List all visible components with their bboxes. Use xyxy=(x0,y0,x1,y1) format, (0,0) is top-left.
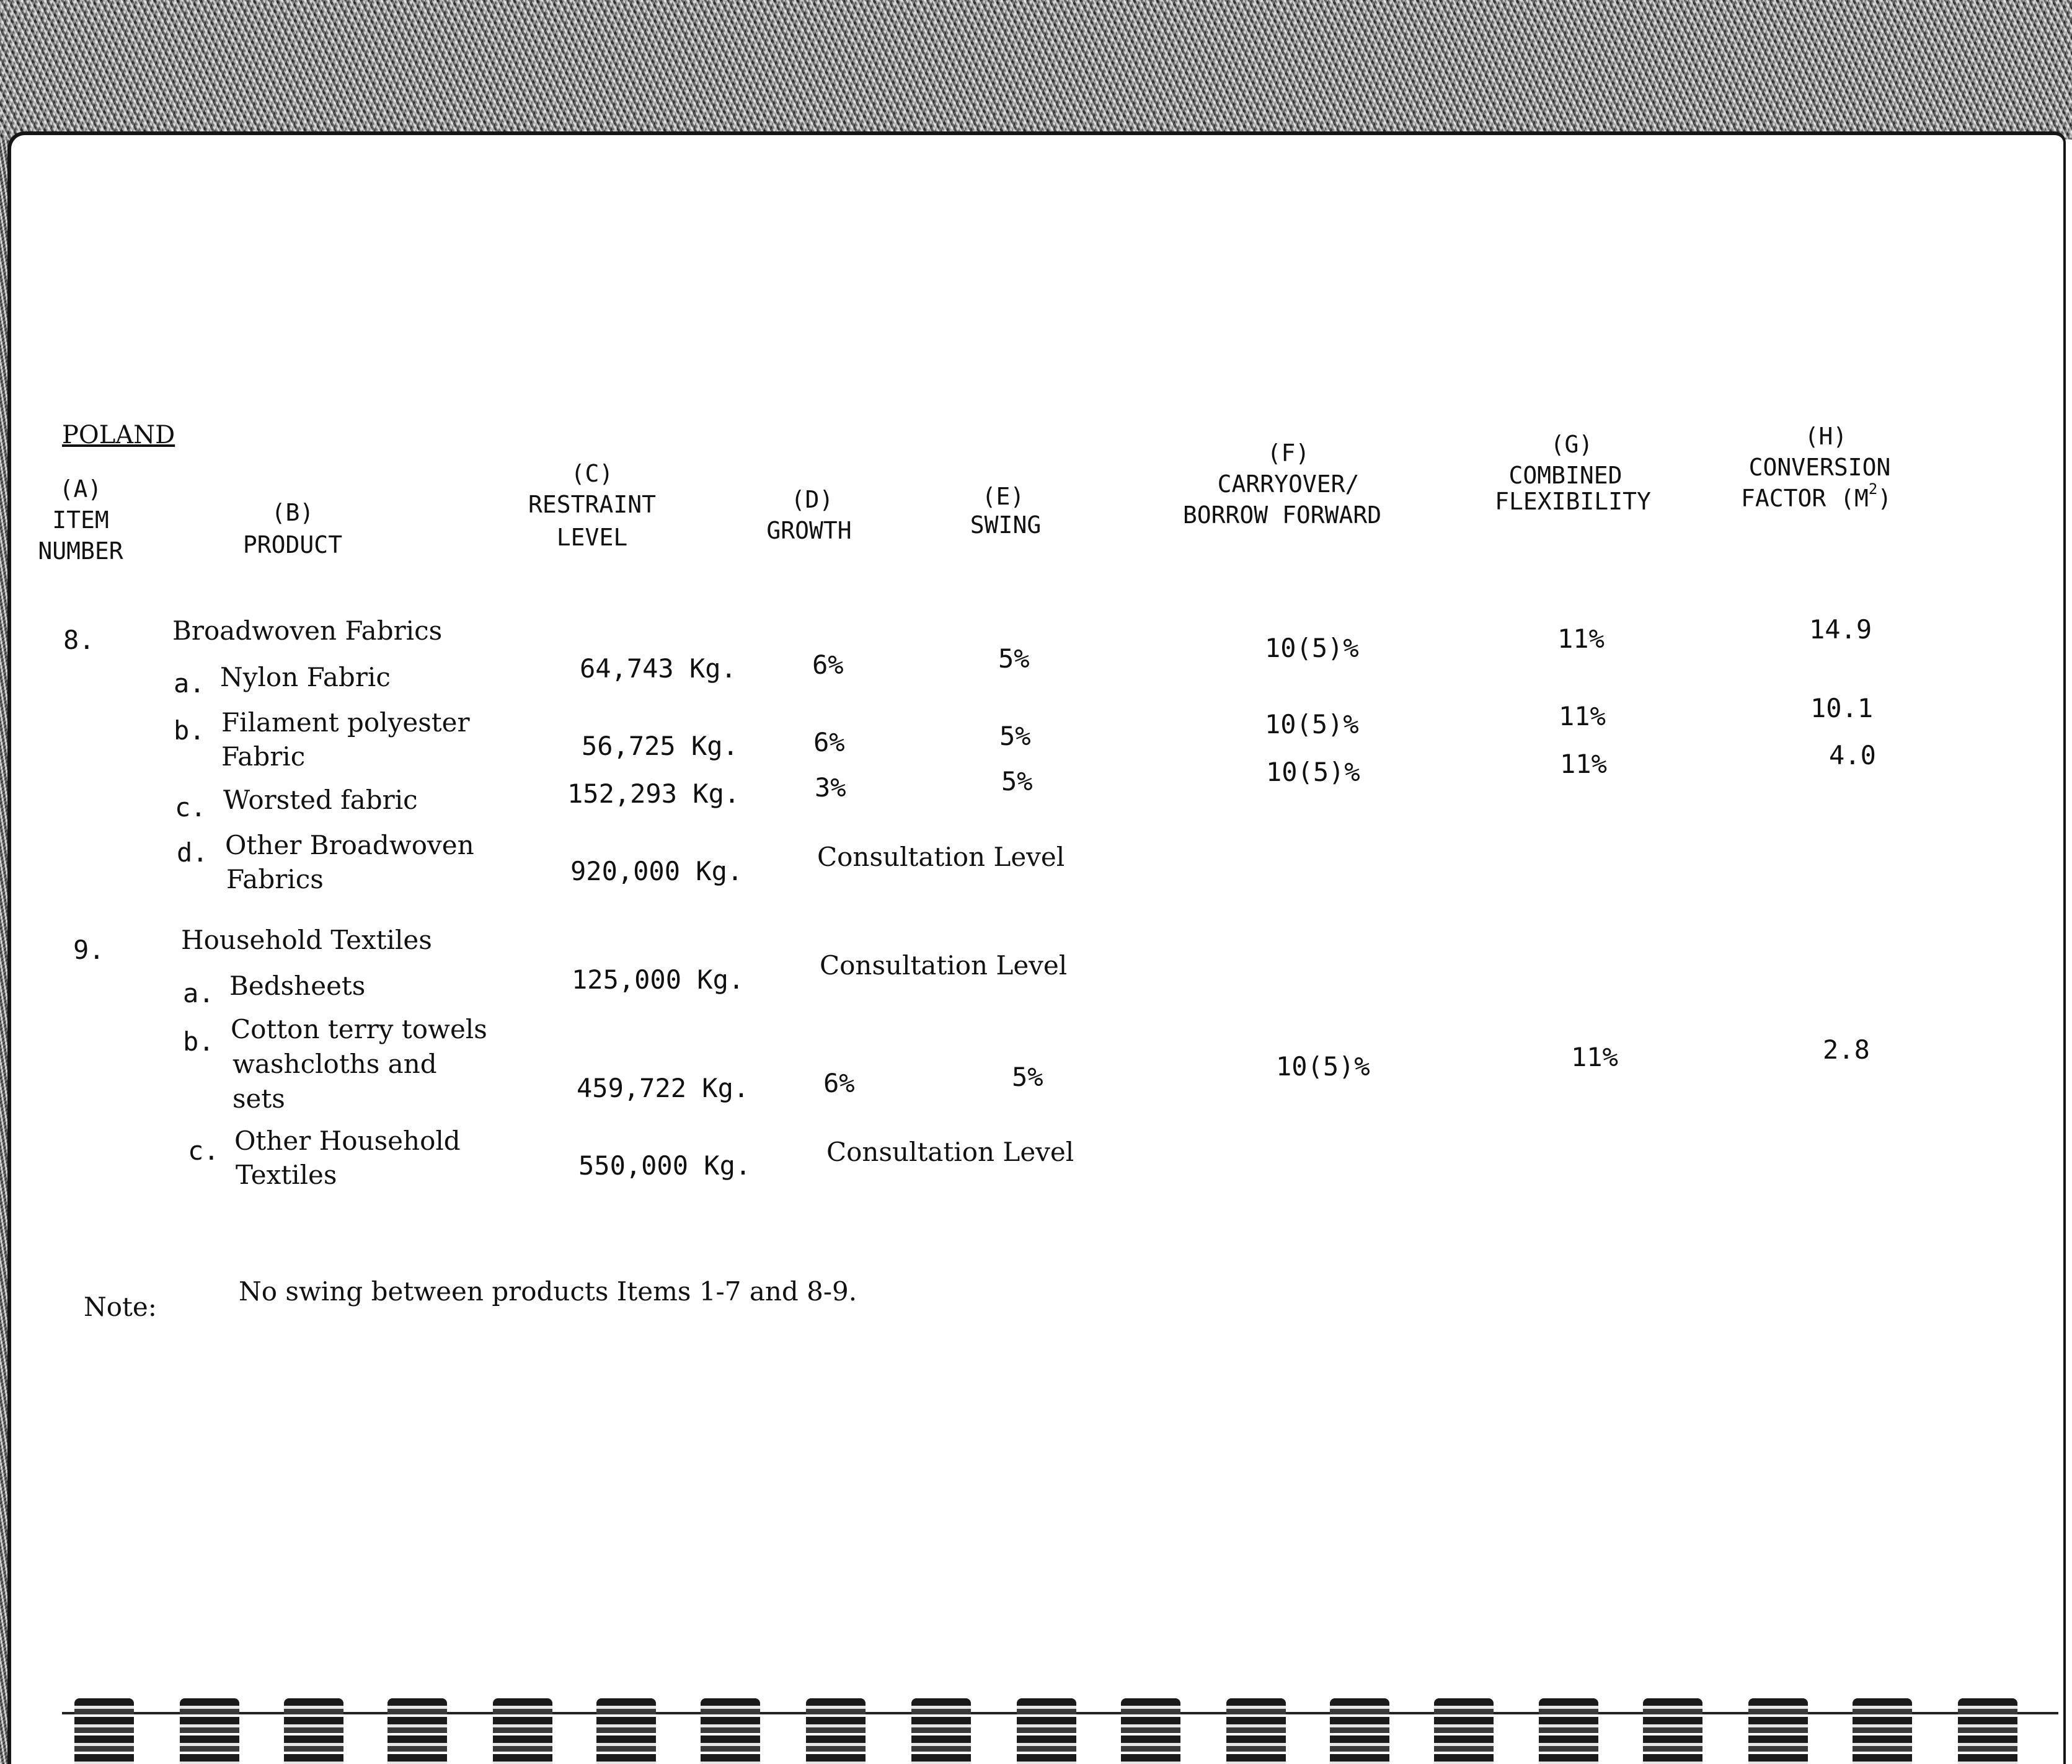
product-name: Worsted fabric xyxy=(223,785,418,815)
group-title: Household Textiles xyxy=(181,925,432,955)
swing-value: 5% xyxy=(998,643,1030,674)
flexibility-value: 11% xyxy=(1571,1042,1618,1072)
product-name: Nylon Fabric xyxy=(220,662,391,692)
product-name-continued: Fabrics xyxy=(226,864,324,894)
product-name: Bedsheets xyxy=(229,971,366,1001)
restraint-level: 459,722 Kg. xyxy=(577,1073,750,1103)
restraint-level: 56,725 Kg. xyxy=(582,731,738,761)
item-letter: a. xyxy=(183,978,215,1008)
flexibility-value: 11% xyxy=(1559,701,1606,731)
restraint-level: 152,293 Kg. xyxy=(567,778,740,809)
product-name-continued: Textiles xyxy=(236,1160,337,1190)
swing-value: 5% xyxy=(1012,1062,1043,1092)
item-letter: b. xyxy=(183,1026,215,1057)
restraint-level: 550,000 Kg. xyxy=(578,1150,751,1181)
product-name-continued: sets xyxy=(232,1083,285,1114)
flexibility-value: 11% xyxy=(1560,749,1607,779)
conversion-factor: 2.8 xyxy=(1823,1034,1870,1065)
product-name: Other Broadwoven xyxy=(225,830,474,860)
carryover-value: 10(5)% xyxy=(1266,757,1360,787)
conversion-factor: 4.0 xyxy=(1829,740,1876,770)
item-number: 9. xyxy=(73,935,105,965)
restraint-level: 64,743 Kg. xyxy=(580,653,737,684)
item-letter: a. xyxy=(174,668,205,699)
item-letter: c. xyxy=(188,1136,219,1166)
note-label: Note: xyxy=(84,1292,157,1322)
growth-value: 6% xyxy=(813,727,845,757)
item-letter: b. xyxy=(174,715,205,746)
consultation-level-label: Consultation Level xyxy=(817,842,1065,872)
consultation-level-label: Consultation Level xyxy=(826,1137,1074,1167)
swing-value: 5% xyxy=(999,721,1031,751)
restraint-level: 920,000 Kg. xyxy=(570,856,743,886)
carryover-value: 10(5)% xyxy=(1265,633,1359,663)
flexibility-value: 11% xyxy=(1557,624,1605,654)
product-name-continued: Fabric xyxy=(221,741,306,772)
growth-value: 6% xyxy=(812,650,844,680)
note-text: No swing between products Items 1-7 and 8-9. xyxy=(239,1276,857,1307)
restraint-level: 125,000 Kg. xyxy=(572,964,745,995)
swing-value: 5% xyxy=(1001,766,1033,796)
conversion-factor: 10.1 xyxy=(1810,693,1874,723)
conversion-factor: 14.9 xyxy=(1809,614,1872,645)
product-name-continued: washcloths and xyxy=(232,1049,437,1079)
scanned-background-top xyxy=(0,0,2072,139)
country-heading: POLAND xyxy=(62,421,175,449)
item-number: 8. xyxy=(63,625,95,655)
carryover-value: 10(5)% xyxy=(1276,1051,1370,1082)
product-name: Filament polyester xyxy=(221,707,470,738)
growth-value: 3% xyxy=(815,772,846,803)
product-name: Cotton terry towels xyxy=(231,1014,487,1044)
item-letter: d. xyxy=(177,837,208,868)
group-title: Broadwoven Fabrics xyxy=(172,615,443,646)
product-name: Other Household xyxy=(234,1126,461,1156)
growth-value: 6% xyxy=(823,1068,855,1098)
consultation-level-label: Consultation Level xyxy=(820,950,1068,981)
item-letter: c. xyxy=(175,792,206,822)
carryover-value: 10(5)% xyxy=(1265,709,1359,739)
